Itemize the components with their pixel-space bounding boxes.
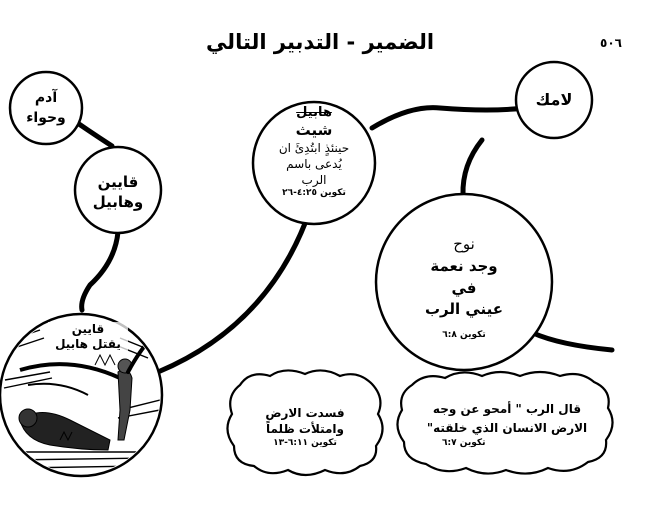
node-cain-abel-line2: وهابيل (92, 193, 144, 212)
node-lamech-name: لامك (535, 90, 573, 109)
cloud-corruption-line2: وامتلأت ظلماً (266, 422, 344, 437)
node-scene-line2: يقتل هابيل (55, 337, 121, 351)
node-noah (400, 234, 528, 342)
cloud-corruption-ref: تكوين ٦:١١-١٣ (273, 438, 337, 449)
node-cain-abel (80, 172, 156, 213)
connector-cain-scene (82, 232, 118, 310)
connector-lamech-noah (463, 140, 482, 195)
fallen-head (19, 409, 37, 427)
node-noah-line1: نوح (453, 235, 475, 253)
node-lamech (522, 89, 586, 111)
cloud-corruption (250, 405, 360, 450)
connector-noah-exit (533, 333, 612, 350)
node-adam-line2: وحواء (26, 109, 66, 126)
node-seth (262, 104, 366, 200)
node-adam (16, 89, 76, 128)
connector-scene-seth (158, 210, 310, 372)
node-noah-line3: في (451, 278, 477, 297)
node-scene-line1: قايين (71, 322, 105, 336)
connector-seth-lamech (372, 108, 525, 128)
cloud-lord-said-line2: الارض الانسان الذي خلقته" (426, 420, 588, 435)
node-seth-name: شيث (295, 121, 333, 140)
page-number: ٥٠٦ (600, 36, 622, 50)
cloud-lord-said-ref: تكوين ٦:٧ (442, 438, 486, 449)
node-noah-ref: تكوين ٦:٨ (442, 330, 486, 340)
node-seth-struck-name: هابيل (296, 105, 332, 120)
node-scene-label (48, 322, 128, 352)
cloud-corruption-line1: فسدت الارض (265, 406, 345, 420)
node-seth-ref: تكوين ٤:٢٥-٢٦ (282, 188, 346, 199)
cloud-lord-said (412, 400, 602, 451)
page-title: الضمير - التدبير التالي (205, 30, 435, 54)
cloud-lord-said-line1: قال الرب " أمحو عن وجه (432, 402, 582, 416)
node-cain-abel-line1: قايين (97, 173, 139, 191)
node-seth-text3: الرب (301, 172, 327, 187)
node-adam-line1: آدم (34, 90, 58, 106)
node-noah-line4: عيني الرب (424, 300, 504, 319)
node-noah-line2: وجد نعمة (430, 256, 498, 275)
connector-adam-cain (76, 122, 112, 146)
node-seth-text2: يُدعى باسم (286, 156, 342, 171)
node-seth-text1: حينئذٍ ابتُدِئَ ان (278, 140, 350, 155)
